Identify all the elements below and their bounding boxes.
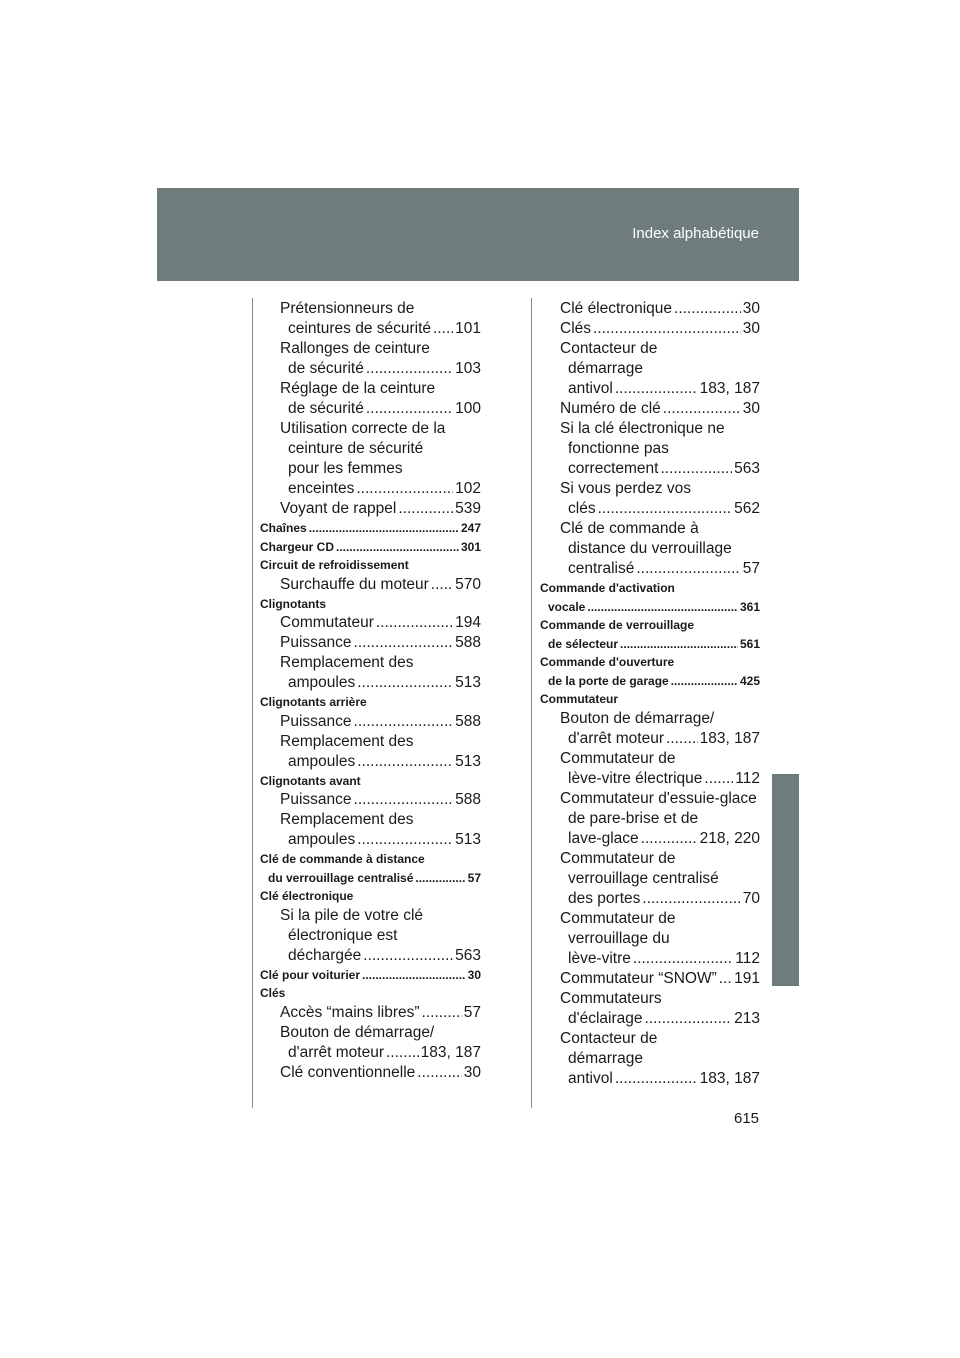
dot-leader — [593, 319, 741, 339]
index-line — [260, 850, 481, 869]
entry-text: démarrage — [568, 360, 643, 377]
index-line — [260, 399, 481, 419]
dot-leader — [422, 1003, 462, 1023]
index-subentry — [540, 909, 760, 969]
index-line — [260, 439, 481, 459]
entry-text: Utilisation correcte de la — [280, 420, 446, 437]
index-line — [540, 949, 760, 969]
index-subentry — [260, 1023, 481, 1063]
entry-text: Clé électronique — [260, 889, 354, 903]
index-line — [260, 926, 481, 946]
index-line — [540, 690, 760, 709]
entry-text: de sécurité — [288, 400, 364, 417]
index-subentry — [540, 749, 760, 789]
entry-text: Si vous perdez vos — [560, 480, 691, 497]
entry-text: Clé pour voiturier — [260, 967, 361, 982]
entry-text: d'arrêt moteur — [288, 1043, 384, 1061]
page-reference: 112 — [735, 769, 760, 787]
entry-text: Commutateur — [540, 692, 619, 706]
page-reference: 191 — [734, 969, 760, 987]
section-title: Index alphabétique — [632, 225, 759, 242]
entry-text: démarrage — [568, 1049, 643, 1067]
index-line — [260, 319, 481, 339]
page-reference: 183, 187 — [699, 1069, 760, 1087]
index-line — [260, 1003, 481, 1023]
index-line — [540, 419, 760, 439]
index-subentry — [260, 379, 481, 419]
entry-text: lève-vitre — [568, 949, 631, 967]
page-reference: 57 — [463, 1003, 481, 1021]
index-heading — [260, 595, 481, 614]
index-line — [260, 653, 481, 673]
index-line — [540, 789, 760, 809]
index-line — [260, 946, 481, 966]
index-heading — [260, 966, 481, 985]
index-subentry — [260, 575, 481, 595]
index-line — [540, 616, 760, 635]
entry-text: ampoules — [288, 674, 356, 691]
index-line — [540, 379, 760, 399]
page-reference: 513 — [455, 674, 481, 691]
dot-leader — [666, 729, 698, 749]
index-subentry — [540, 479, 760, 519]
page-reference: 102 — [455, 480, 481, 497]
dot-leader — [354, 712, 454, 732]
page-reference: 218, 220 — [699, 829, 760, 847]
dot-leader — [431, 575, 453, 595]
entry-text: Voyant de rappel — [280, 500, 397, 517]
entry-text: Contacteur de — [560, 1029, 658, 1047]
entry-text: Accès “mains libres” — [280, 1003, 420, 1021]
index-heading — [540, 653, 760, 690]
index-line — [260, 790, 481, 810]
page-reference: 30 — [742, 300, 760, 317]
dot-leader — [354, 790, 454, 810]
entry-text: Commutateurs — [560, 989, 662, 1007]
index-line — [260, 712, 481, 732]
entry-text: Puissance — [280, 791, 352, 808]
entry-text: Commutateur “SNOW” — [560, 969, 717, 987]
page-reference: 588 — [455, 791, 481, 808]
dot-leader — [663, 399, 741, 419]
index-line — [260, 772, 481, 791]
index-subentry — [260, 299, 481, 339]
index-subentry — [540, 989, 760, 1029]
page-reference: 361 — [739, 599, 760, 614]
entry-text: du verrouillage centralisé — [268, 870, 414, 885]
index-line — [540, 539, 760, 559]
index-line — [540, 319, 760, 339]
page-reference: 57 — [467, 870, 481, 885]
index-heading — [260, 772, 481, 791]
entry-text: Commutateur de — [560, 849, 676, 867]
index-line — [540, 579, 760, 598]
index-line — [540, 769, 760, 789]
dot-leader — [719, 969, 732, 989]
entry-text: Puissance — [280, 634, 352, 651]
column-rule-middle — [531, 298, 532, 1108]
index-subentry — [540, 709, 760, 749]
dot-leader — [398, 499, 453, 519]
index-line — [260, 499, 481, 519]
entry-text: Bouton de démarrage/ — [280, 1023, 435, 1041]
index-line — [260, 299, 481, 319]
entry-text: centralisé — [568, 560, 635, 577]
entry-text: ceinture de sécurité — [288, 440, 424, 457]
index-line — [540, 653, 760, 672]
index-line — [540, 459, 760, 479]
entry-text: Numéro de clé — [560, 400, 661, 417]
thumb-tab — [772, 774, 799, 986]
page-reference: 563 — [455, 946, 481, 964]
dot-leader — [704, 769, 733, 789]
index-line — [540, 499, 760, 519]
entry-text: déchargée — [288, 946, 362, 964]
entry-text: Clé électronique — [560, 300, 673, 317]
page-reference: 539 — [455, 500, 481, 517]
dot-leader — [366, 359, 453, 379]
index-line — [540, 889, 760, 909]
index-subentry — [540, 299, 760, 319]
index-subentry — [260, 810, 481, 850]
index-subentry — [260, 653, 481, 693]
dot-leader — [417, 1063, 461, 1083]
index-subentry — [260, 712, 481, 732]
index-line — [260, 519, 481, 538]
page-reference: 30 — [467, 967, 481, 982]
index-line — [540, 359, 760, 379]
page-reference: 588 — [455, 712, 481, 730]
page-reference: 183, 187 — [699, 729, 760, 747]
entry-text: Prétensionneurs de — [280, 300, 415, 317]
index-line — [540, 399, 760, 419]
entry-text: enceintes — [288, 480, 355, 497]
entry-text: Surchauffe du moteur — [280, 575, 429, 593]
entry-text: Commutateur — [280, 614, 374, 631]
entry-text: Clés — [560, 320, 592, 337]
entry-text: Remplacement des — [280, 811, 414, 828]
index-subentry — [260, 613, 481, 633]
index-line — [260, 1023, 481, 1043]
index-subentry — [540, 789, 760, 849]
index-subentry — [260, 790, 481, 810]
index-line — [260, 693, 481, 712]
index-line — [260, 633, 481, 653]
index-line — [540, 989, 760, 1009]
page-reference: 30 — [742, 320, 760, 337]
dot-leader — [376, 613, 453, 633]
index-line — [260, 966, 481, 985]
page-reference: 563 — [734, 460, 760, 477]
index-line — [540, 439, 760, 459]
dot-leader — [615, 1069, 698, 1089]
entry-text: fonctionne pas — [568, 440, 669, 457]
entry-text: Si la pile de votre clé — [280, 906, 424, 924]
entry-text: lave-glace — [568, 829, 639, 847]
page-reference: 100 — [455, 400, 481, 417]
dot-leader — [336, 538, 459, 557]
entry-text: des portes — [568, 889, 641, 907]
index-heading — [540, 579, 760, 616]
dot-leader — [415, 869, 465, 888]
entry-text: lève-vitre électrique — [568, 769, 703, 787]
page-reference: 183, 187 — [699, 380, 760, 397]
dot-leader — [309, 519, 459, 538]
page-reference: 183, 187 — [420, 1043, 481, 1061]
index-subentry — [260, 633, 481, 653]
index-line — [540, 598, 760, 617]
index-heading — [260, 984, 481, 1003]
index-line — [260, 752, 481, 772]
dot-leader — [357, 830, 453, 850]
index-line — [260, 732, 481, 752]
index-line — [540, 709, 760, 729]
index-heading — [260, 693, 481, 712]
entry-text: Réglage de la ceinture — [280, 380, 436, 397]
index-subentry — [260, 499, 481, 519]
page-reference: 570 — [455, 575, 481, 593]
index-line — [540, 929, 760, 949]
dot-leader — [641, 829, 698, 849]
index-subentry — [540, 519, 760, 579]
index-heading — [260, 887, 481, 906]
index-line — [260, 575, 481, 595]
dot-leader — [644, 1009, 732, 1029]
entry-text: Commande d'ouverture — [540, 655, 675, 669]
dot-leader — [615, 379, 698, 399]
page-reference: 247 — [460, 521, 481, 535]
index-subentry — [260, 732, 481, 772]
entry-text: Clignotants avant — [260, 773, 361, 788]
index-line — [260, 479, 481, 499]
index-line — [540, 1029, 760, 1049]
index-line — [540, 559, 760, 579]
page-reference: 103 — [455, 360, 481, 377]
index-line — [260, 459, 481, 479]
index-line — [540, 749, 760, 769]
dot-leader — [354, 633, 454, 653]
index-line — [260, 984, 481, 1003]
index-line — [260, 359, 481, 379]
page-reference: 112 — [735, 949, 760, 967]
entry-text: ampoules — [288, 831, 356, 848]
index-line — [540, 869, 760, 889]
entry-text: Circuit de refroidissement — [260, 558, 409, 572]
entry-text: Commutateur d'essuie-glace — [560, 789, 757, 807]
index-line — [260, 419, 481, 439]
entry-text: Bouton de démarrage/ — [560, 709, 715, 727]
index-line — [540, 635, 760, 654]
index-line — [540, 479, 760, 499]
index-subentry — [540, 399, 760, 419]
index-line — [540, 519, 760, 539]
index-line — [260, 613, 481, 633]
index-heading — [540, 690, 760, 709]
entry-text: Remplacement des — [280, 654, 414, 671]
index-line — [540, 849, 760, 869]
index-line — [540, 672, 760, 691]
entry-text: vocale — [548, 599, 586, 614]
dot-leader — [587, 598, 738, 617]
entry-text: clés — [568, 500, 596, 517]
index-subentry — [540, 849, 760, 909]
entry-text: Clé de commande à — [560, 520, 699, 537]
index-subentry — [260, 1003, 481, 1023]
dot-leader — [636, 559, 740, 579]
entry-text: Commande d'activation — [540, 581, 675, 595]
index-line — [540, 1009, 760, 1029]
index-line — [540, 1049, 760, 1069]
index-subentry — [260, 419, 481, 499]
index-line — [260, 906, 481, 926]
index-subentry — [260, 1063, 481, 1083]
dot-leader — [642, 889, 740, 909]
index-line — [260, 379, 481, 399]
index-line — [540, 829, 760, 849]
entry-text: Commande de verrouillage — [540, 618, 695, 632]
index-line — [260, 595, 481, 614]
dot-leader — [386, 1043, 419, 1063]
index-subentry — [260, 906, 481, 966]
page-reference: 30 — [742, 400, 760, 417]
index-line — [540, 299, 760, 319]
entry-text: de sélecteur — [548, 636, 619, 651]
dot-leader — [633, 949, 733, 969]
page-reference: 513 — [455, 752, 481, 770]
page-reference: 70 — [742, 889, 760, 907]
index-line — [260, 556, 481, 575]
entry-text: pour les femmes — [288, 460, 403, 477]
dot-leader — [620, 635, 738, 654]
index-line — [540, 909, 760, 929]
index-line — [260, 673, 481, 693]
index-heading — [260, 538, 481, 557]
page-reference: 194 — [455, 614, 481, 631]
entry-text: Chargeur CD — [260, 539, 335, 554]
index-line — [540, 1069, 760, 1089]
dot-leader — [357, 673, 453, 693]
entry-text: ampoules — [288, 752, 356, 770]
dot-leader — [356, 479, 453, 499]
index-line — [260, 830, 481, 850]
entry-text: Clignotants arrière — [260, 695, 367, 709]
index-line — [260, 339, 481, 359]
page-reference: 513 — [455, 831, 481, 848]
dot-leader — [362, 966, 466, 985]
entry-text: Puissance — [280, 712, 352, 730]
dot-leader — [363, 946, 453, 966]
column-rule-left — [252, 298, 253, 1108]
entry-text: verrouillage centralisé — [568, 869, 719, 887]
entry-text: antivol — [568, 380, 613, 397]
entry-text: d'arrêt moteur — [568, 729, 664, 747]
entry-text: Clignotants — [260, 596, 326, 611]
index-subentry — [260, 339, 481, 379]
entry-text: correctement — [568, 460, 659, 477]
entry-text: verrouillage du — [568, 929, 670, 947]
index-line — [540, 729, 760, 749]
index-line — [540, 969, 760, 989]
index-line — [260, 538, 481, 557]
index-subentry — [540, 419, 760, 479]
dot-leader — [660, 459, 732, 479]
index-line — [260, 887, 481, 906]
index-subentry — [540, 1029, 760, 1089]
header-band — [157, 188, 799, 281]
page-reference: 101 — [455, 320, 481, 337]
dot-leader — [357, 752, 453, 772]
entry-text: Rallonges de ceinture — [280, 340, 430, 357]
entry-text: Commutateur de — [560, 909, 676, 927]
entry-text: de sécurité — [288, 360, 364, 377]
entry-text: antivol — [568, 1069, 613, 1087]
entry-text: Chaînes — [260, 521, 307, 535]
page-reference: 57 — [742, 560, 760, 577]
entry-text: Clé de commande à distance — [260, 852, 425, 866]
entry-text: de la porte de garage — [548, 673, 669, 688]
entry-text: distance du verrouillage — [568, 540, 732, 557]
entry-text: ceintures de sécurité — [288, 320, 432, 337]
index-line — [260, 1063, 481, 1083]
index-line — [260, 1043, 481, 1063]
index-subentry — [540, 319, 760, 339]
entry-text: Si la clé électronique ne — [560, 420, 725, 437]
dot-leader — [366, 399, 453, 419]
dot-leader — [671, 672, 738, 691]
entry-text: Clés — [260, 986, 286, 1000]
index-line — [540, 339, 760, 359]
entry-text: Commutateur de — [560, 749, 676, 767]
page-number: 615 — [734, 1110, 760, 1127]
index-subentry — [540, 969, 760, 989]
entry-text: Contacteur de — [560, 340, 658, 357]
dot-leader — [598, 499, 733, 519]
index-line — [260, 810, 481, 830]
entry-text: Clé conventionnelle — [280, 1063, 416, 1081]
index-line — [260, 869, 481, 888]
page-reference: 561 — [739, 636, 760, 651]
dot-leader — [433, 319, 453, 339]
index-heading — [260, 519, 481, 538]
page-reference: 213 — [734, 1009, 760, 1027]
index-line — [540, 809, 760, 829]
index-column-left — [260, 299, 481, 1083]
index-heading — [260, 850, 481, 887]
page-reference: 301 — [460, 539, 481, 554]
entry-text: d'éclairage — [568, 1009, 643, 1027]
page-reference: 588 — [455, 634, 481, 651]
index-heading — [260, 556, 481, 575]
entry-text: de pare-brise et de — [568, 809, 699, 827]
page-reference: 30 — [463, 1063, 481, 1081]
entry-text: Remplacement des — [280, 732, 414, 750]
index-column-right — [540, 299, 760, 1089]
dot-leader — [674, 299, 741, 319]
page-reference: 425 — [739, 673, 760, 688]
page-reference: 562 — [734, 500, 760, 517]
index-subentry — [540, 339, 760, 399]
entry-text: électronique est — [288, 926, 398, 944]
index-heading — [540, 616, 760, 653]
